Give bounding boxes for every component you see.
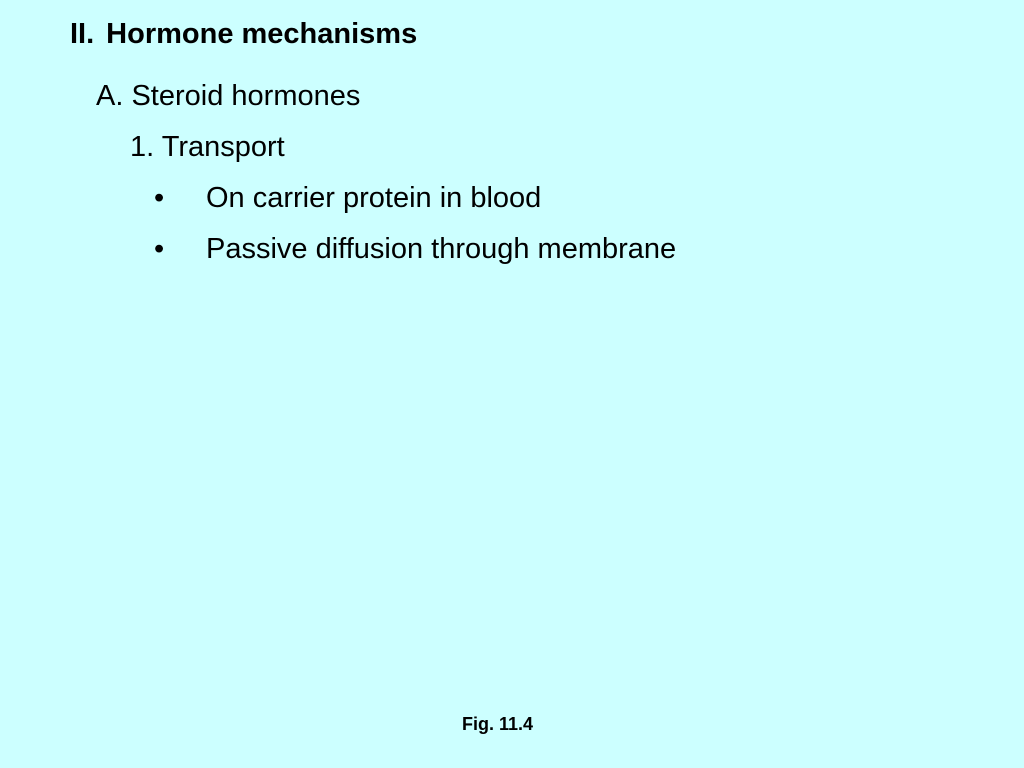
section-heading: A. Steroid hormones	[96, 80, 361, 112]
bullet-text: Passive diffusion through membrane	[206, 233, 677, 265]
bullet-icon: •	[154, 233, 165, 265]
title-text: Hormone mechanisms	[106, 18, 418, 50]
slide-title	[70, 14, 417, 54]
bullet-icon: •	[154, 182, 165, 214]
figure-caption: Fig. 11.4	[462, 714, 534, 734]
bullet-item	[154, 229, 676, 269]
title-number: II.	[70, 18, 95, 50]
subsection-heading: 1. Transport	[130, 131, 285, 163]
bullet-text: On carrier protein in blood	[206, 182, 542, 214]
bullet-item	[154, 178, 541, 218]
